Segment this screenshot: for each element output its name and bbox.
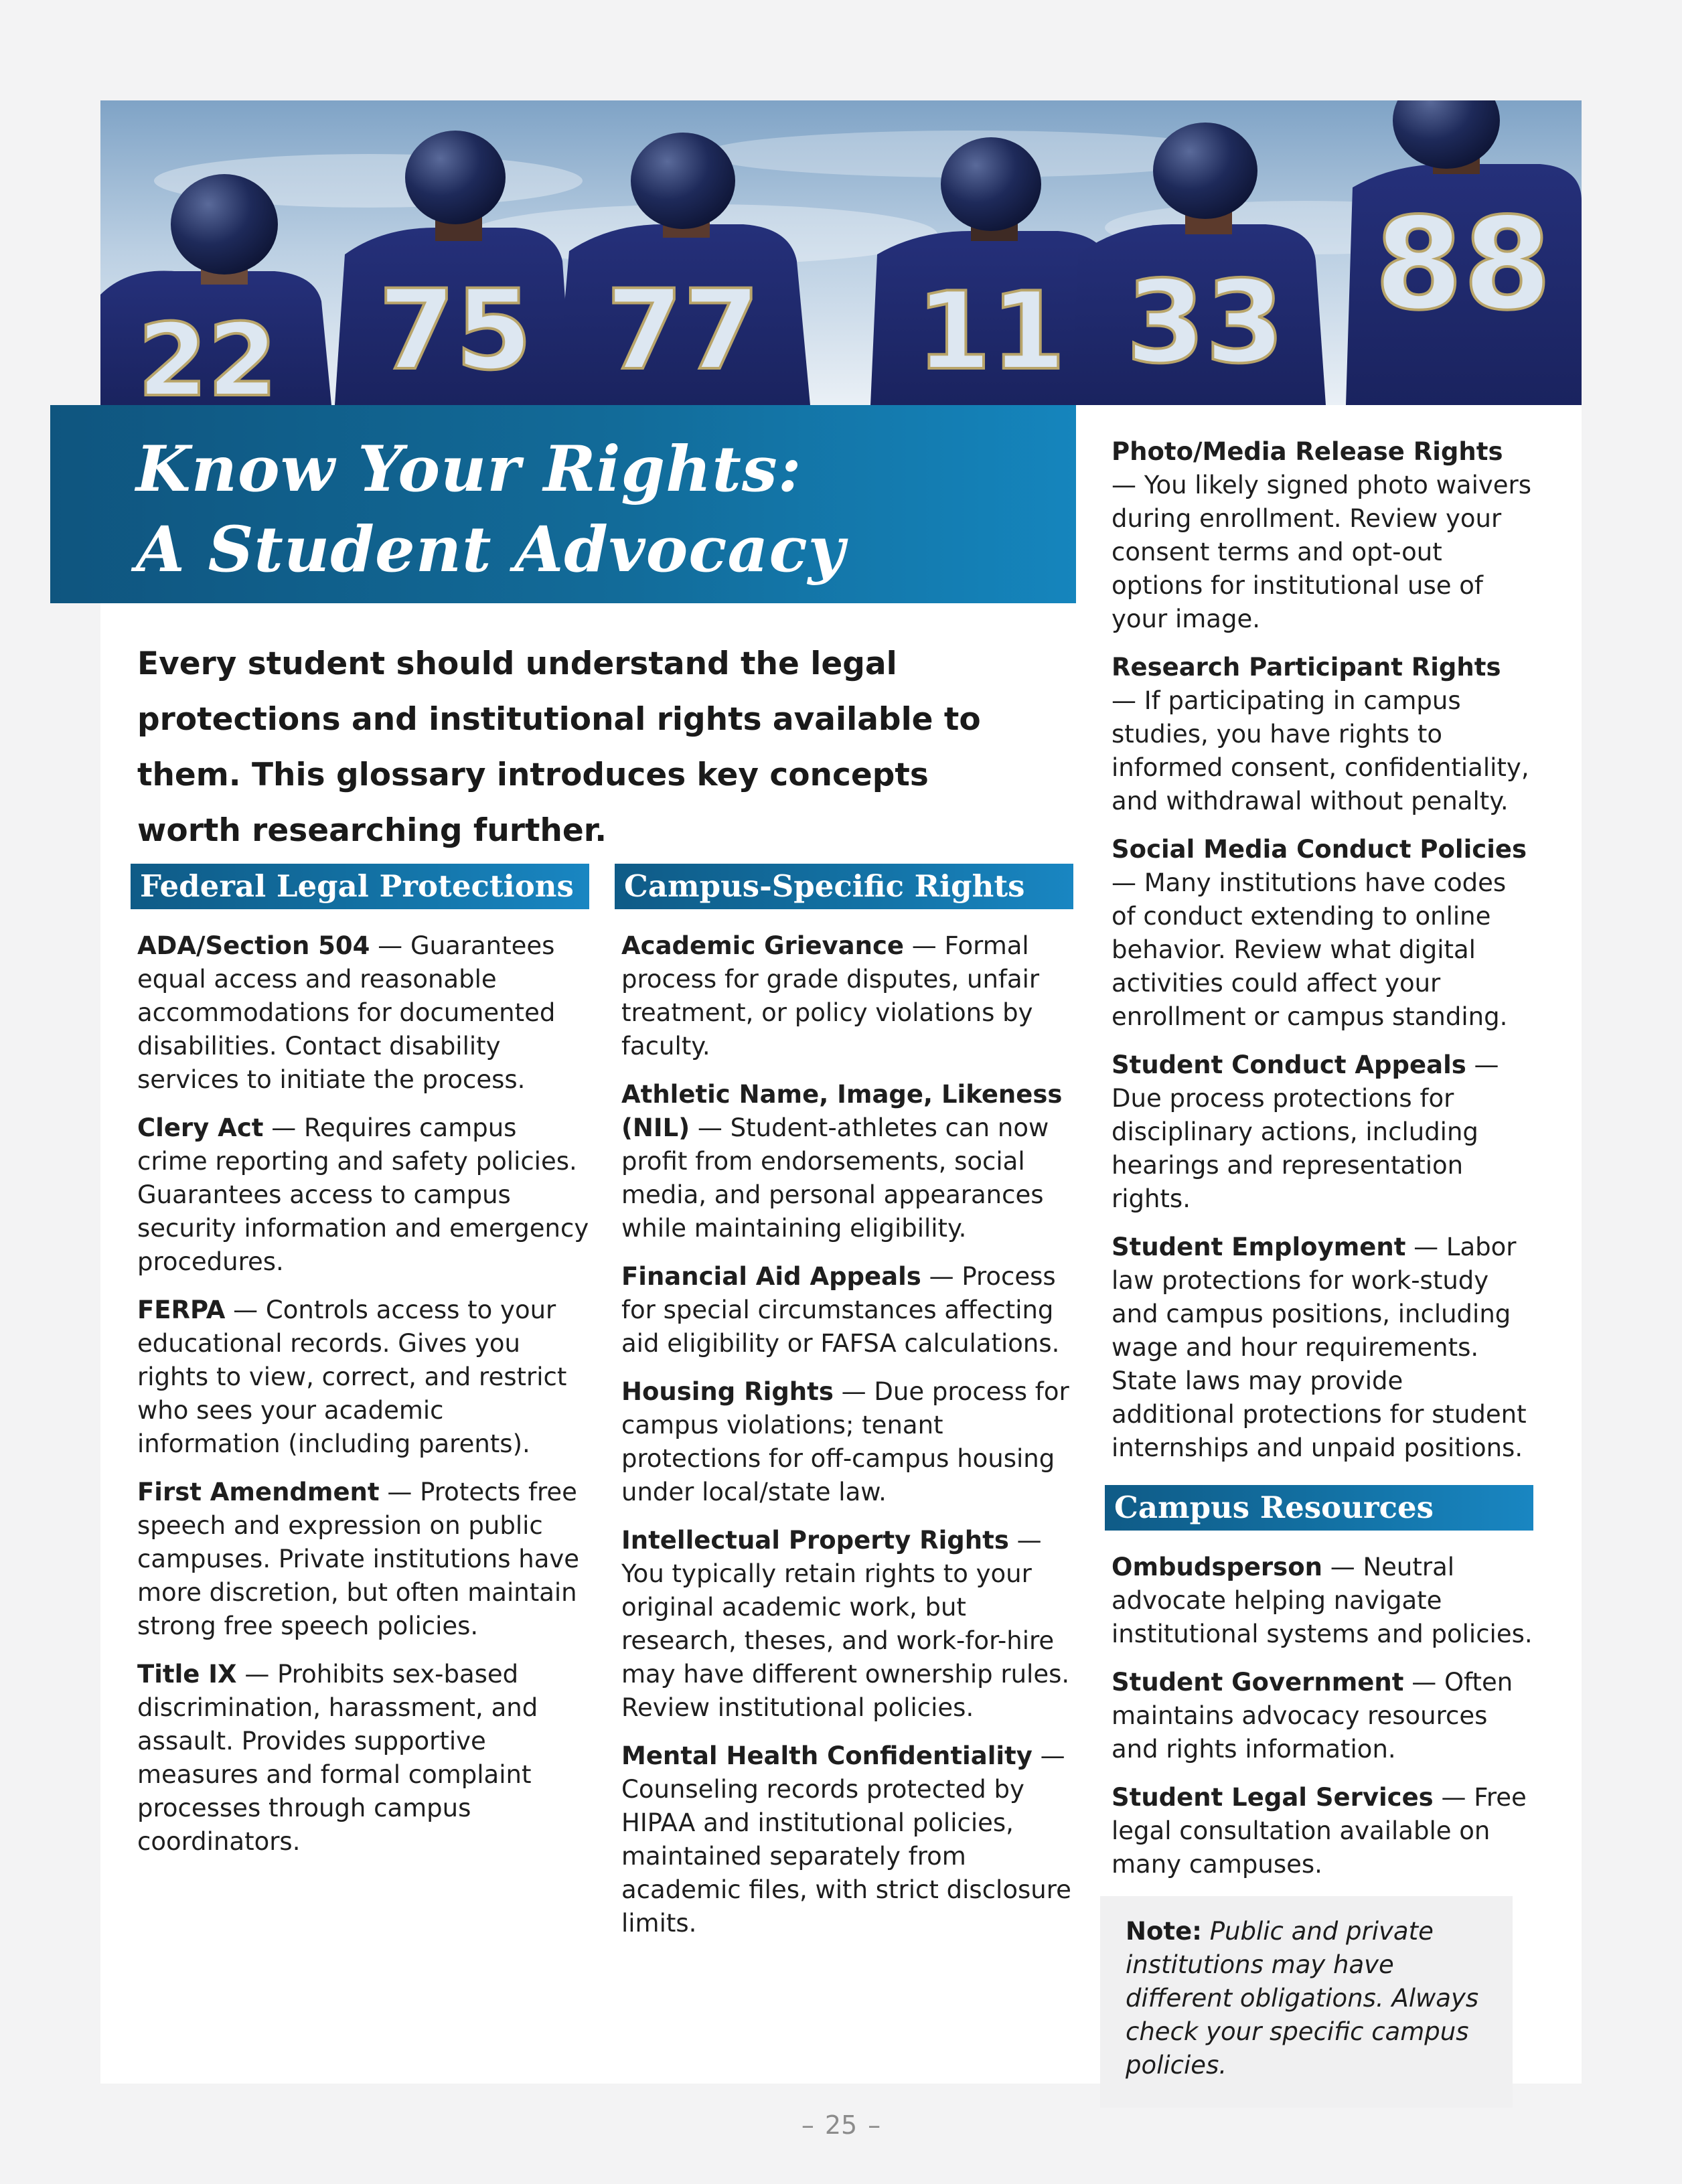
entry-text: — Guarantees equal access and reasonable accommodations for documented disabilities. Contact disability services to initiate the process. [137, 931, 556, 1094]
glossary-entry [1112, 1781, 1533, 1881]
entry-term: Ombudsperson [1112, 1553, 1322, 1581]
glossary-entry [1112, 1551, 1533, 1651]
note-text: Public and private institutions may have different obligations. Always check your specific campus policies. [1126, 1917, 1479, 2080]
glossary-entry [621, 1375, 1073, 1509]
glossary-entry [137, 929, 589, 1097]
entry-text: — Protects free speech and expression on public campuses. Private institutions have more discretion, but often maintain strong free speech policies. [137, 1478, 580, 1640]
intro-paragraph: Every student should understand the legal protections and institutional rights available to them. This glossary introduces key concepts worth researching further. [137, 645, 981, 849]
entry-term: Student Legal Services [1112, 1783, 1434, 1812]
entry-term: Clery Act [137, 1113, 264, 1142]
entry-term: Academic Grievance [621, 931, 905, 960]
glossary-entry [1112, 833, 1533, 1034]
section-heading-federal: Federal Legal Protections [131, 864, 589, 909]
note-box [1100, 1896, 1513, 2108]
title-banner [50, 405, 1076, 667]
glossary-entry [621, 1739, 1073, 1940]
section-heading-campus: Campus-Specific Rights [615, 864, 1073, 909]
page-number-dash-right: – [868, 2110, 881, 2140]
jersey-number-33: 33 [1126, 256, 1285, 389]
glossary-entry [1112, 651, 1533, 818]
jersey-number-88: 88 [1374, 190, 1552, 338]
entry-text: — Prohibits sex-based discrimination, harassment, and assault. Provides supportive measures and formal complaint processes through campus coordinators. [137, 1660, 538, 1856]
entry-term: Student Employment [1112, 1233, 1406, 1261]
page-number [0, 2110, 1682, 2140]
glossary-entry [1112, 435, 1533, 636]
page-title [136, 429, 1076, 670]
entry-text: — You likely signed photo waivers during enrollment. Review your consent terms and opt-out options for institutional use of your image. [1112, 471, 1532, 633]
entry-term: Intellectual Property Rights [621, 1526, 1009, 1555]
glossary-entry [621, 1078, 1073, 1245]
entry-term: Athletic Name, Image, Likeness (NIL) [621, 1080, 1063, 1142]
glossary-entry [1112, 1231, 1533, 1465]
entry-text: — Many institutions have codes of conduct extending to online behavior. Review what digital activities could affect your enrollment or campus standing. [1112, 868, 1508, 1031]
entry-text: — Student-athletes can now profit from endorsements, social media, and personal appearances while maintaining eligibility. [621, 1113, 1049, 1243]
entry-term: FERPA [137, 1296, 226, 1324]
entry-term: First Amendment [137, 1478, 380, 1506]
jersey-number-75: 75 [378, 266, 532, 394]
entry-term: ADA/Section 504 [137, 931, 370, 960]
entry-term: Research Participant Rights [1112, 653, 1501, 682]
entry-term: Housing Rights [621, 1377, 834, 1406]
entry-text: — Controls access to your educational records. Gives you rights to view, correct, and restrict who sees your academic information (including parents). [137, 1296, 567, 1458]
entry-term: Photo/Media Release Rights [1112, 437, 1503, 466]
glossary-entry [137, 1658, 589, 1859]
entry-term: Title IX [137, 1660, 237, 1689]
entry-text: — Due process protections for disciplinary actions, including hearings and representation rights. [1112, 1050, 1499, 1213]
glossary-entry [621, 929, 1073, 1063]
entry-text: — Labor law protections for work-study and campus positions, including wage and hour requirements. State laws may provide additional protections for student internships and unpaid positions. [1112, 1233, 1527, 1462]
jersey-number-77: 77 [606, 266, 760, 394]
entry-term: Mental Health Confidentiality [621, 1741, 1033, 1770]
entry-text: — Due process for campus violations; tenant protections for off-campus housing under local/state law. [621, 1377, 1069, 1506]
glossary-entry [621, 1260, 1073, 1360]
federal-protections-column [137, 864, 589, 1873]
entry-term: Student Conduct Appeals [1112, 1050, 1466, 1079]
right-column [1112, 435, 1533, 2108]
entry-text: — You typically retain rights to your original academic work, but research, theses, and work-for-hire may have different ownership rules. Review institutional policies. [621, 1526, 1070, 1722]
glossary-entry [137, 1294, 589, 1461]
jersey-number-22: 22 [137, 303, 278, 405]
football-players-illustration [100, 100, 1582, 405]
entry-text: — Formal process for grade disputes, unfair treatment, or policy violations by faculty. [621, 931, 1040, 1061]
jersey-number-11: 11 [916, 268, 1066, 394]
campus-rights-column [621, 864, 1073, 1955]
entry-term: Student Government [1112, 1668, 1404, 1697]
glossary-entry [137, 1476, 589, 1643]
entry-text: — Counseling records protected by HIPAA and institutional policies, maintained separately from academic files, with strict disclosure limits. [621, 1741, 1071, 1938]
hero-photo [100, 100, 1582, 405]
entry-text: — Often maintains advocacy resources and rights information. [1112, 1668, 1513, 1764]
glossary-entry [1112, 1666, 1533, 1766]
note-label: Note: [1126, 1917, 1202, 1946]
title-line-1: Know Your Rights: [136, 433, 802, 506]
glossary-entry [1112, 1048, 1533, 1216]
page-number-value: 25 [824, 2110, 858, 2140]
entry-text: — Neutral advocate helping navigate institutional systems and policies. [1112, 1553, 1533, 1648]
entry-text: — Process for special circumstances affecting aid eligibility or FAFSA calculations. [621, 1262, 1060, 1358]
entry-term: Financial Aid Appeals [621, 1262, 921, 1291]
title-line-2: A Student Advocacy Primer [136, 513, 846, 667]
glossary-entry [621, 1524, 1073, 1725]
entry-text: — If participating in campus studies, you have rights to informed consent, confidentiality, and withdrawal without penalty. [1112, 686, 1529, 815]
entry-term: Social Media Conduct Policies [1112, 835, 1527, 864]
page-number-dash-left: – [801, 2110, 814, 2140]
section-heading-resources: Campus Resources [1105, 1485, 1533, 1531]
glossary-entry [137, 1111, 589, 1279]
entry-text: — Requires campus crime reporting and safety policies. Guarantees access to campus security information and emergency procedures. [137, 1113, 589, 1276]
entry-text: — Free legal consultation available on many campuses. [1112, 1783, 1527, 1879]
